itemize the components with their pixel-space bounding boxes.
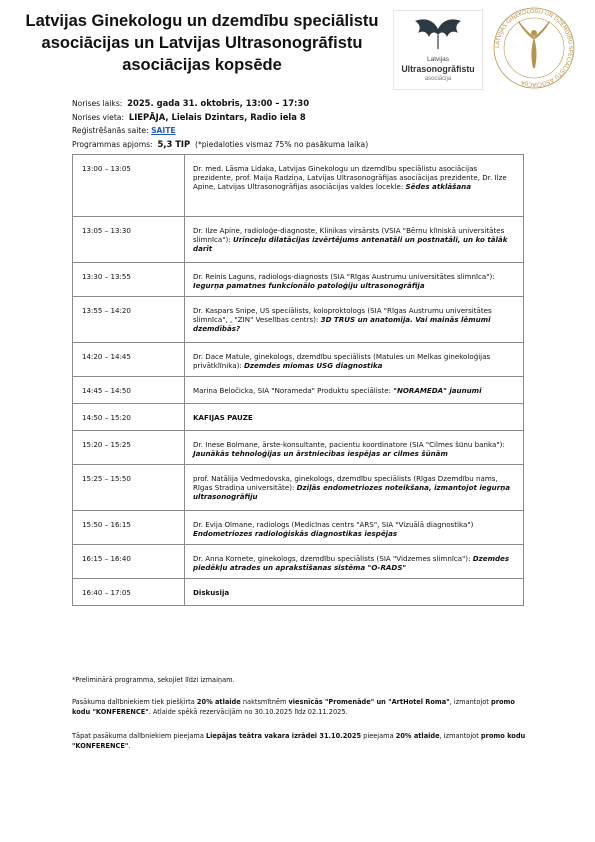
venue-value: LIEPĀJA, Lielais Dzintars, Radio iela 8 bbox=[128, 112, 306, 122]
session-details bbox=[185, 343, 524, 377]
session-time: 15:50 – 16:15 bbox=[73, 511, 185, 545]
volume-label: Programmas apjoms: bbox=[72, 140, 153, 149]
session-time: 14:20 – 14:45 bbox=[73, 343, 185, 377]
registration-link[interactable]: SAITE bbox=[151, 126, 176, 135]
volume-value: 5,3 TIP bbox=[157, 139, 191, 149]
session-title: Jaunākās tehnoloģijas un ārstniecības iespējas ar cilmes šūnām bbox=[193, 449, 448, 458]
session-speaker: Dr. Inese Bolmane, ārste-konsultante, pacientu koordinatore (SIA "Cilmes šūnu banka"): bbox=[193, 440, 505, 449]
session-title: Dzemdes piedēkļu atrades un aprakstīšanas sistēma "O-RADS" bbox=[193, 554, 510, 572]
session-time: 15:20 – 15:25 bbox=[73, 431, 185, 465]
volume-note: (*piedaloties vismaz 75% no pasākuma laika) bbox=[195, 140, 369, 149]
session-speaker: Dr. Anna Kornete, ginekologs, dzemdību speciālists (SIA "Vidzemes slimnīca"): bbox=[193, 554, 471, 563]
program-row bbox=[73, 431, 524, 465]
program-table bbox=[72, 154, 524, 606]
program-row bbox=[73, 545, 524, 579]
logo-small-text: Latvijas bbox=[426, 56, 450, 63]
session-title: Endometriozes radioloģiskās diagnostikas iespējas bbox=[193, 529, 398, 538]
session-title: "NORAMEDA" jaunumi bbox=[393, 386, 482, 395]
session-title: Dzemdes miomas USG diagnostika bbox=[244, 361, 383, 370]
preliminary-note: *Preliminārā programma, sekojiet līdzi izmaiņam. bbox=[72, 676, 235, 684]
program-row bbox=[73, 343, 524, 377]
date-label: Norises laiks: bbox=[72, 99, 123, 108]
date-row bbox=[72, 98, 309, 109]
session-speaker: Marina Beločicka, SIA "Norameda" Produktu speciāliste: bbox=[193, 386, 391, 395]
session-time: 13:55 – 14:20 bbox=[73, 297, 185, 343]
session-speaker: Dr. Dace Matule, ginekologs, dzemdību speciālists (Matules un Melkas ginekoloģijas privātklīnika): bbox=[193, 352, 491, 370]
title-line: Latvijas Ginekologu un dzemdību speciālistu bbox=[25, 12, 379, 30]
session-speaker: Dr. Ilze Apine, radioloģe-diagnoste, Klinikas virsārsts (VSIA "Bērnu klīniskā universitātes slimnīca"): bbox=[193, 226, 505, 244]
session-title: Diskusija bbox=[193, 588, 230, 597]
session-details bbox=[185, 155, 524, 217]
session-details bbox=[185, 377, 524, 404]
program-row bbox=[73, 155, 524, 217]
session-speaker: Dr. Kaspars Snipe, US speciālists, koloproktologs (SIA "Rīgas Austrumu universitātes slimnīca", , "ZIN" Veselības centrs): bbox=[193, 306, 492, 324]
logo-sub-text: asociācija bbox=[424, 76, 452, 82]
program-row bbox=[73, 297, 524, 343]
session-time: 15:25 – 15:50 bbox=[73, 465, 185, 511]
session-speaker: Dr. Reinis Laguns, radiologs-diagnosts (SIA "Rīgas Austrumu universitātes slimnīca"): bbox=[193, 272, 495, 281]
program-row bbox=[73, 579, 524, 606]
session-time: 13:00 – 13:05 bbox=[73, 155, 185, 217]
session-title: Urīnceļu dilatācijas izvērtējums antenatāli un postnatāli, un ko tālāk darīt bbox=[193, 235, 508, 253]
program-row bbox=[73, 377, 524, 404]
session-details bbox=[185, 431, 524, 465]
session-details bbox=[185, 545, 524, 579]
session-details bbox=[185, 511, 524, 545]
page-title bbox=[22, 10, 382, 76]
program-row bbox=[73, 511, 524, 545]
session-details bbox=[185, 404, 524, 431]
session-time: 16:15 – 16:40 bbox=[73, 545, 185, 579]
session-speaker: prof. Natālija Vedmedovska, ginekologs, dzemdību speciālists (Rīgas Dzemdību nams, Rīgas Stradiņa universitāte): bbox=[193, 474, 498, 492]
session-speaker: Dr. med. Lāsma Lidaka, Latvijas Ginekologu un dzemdību speciālistu asociācijas prezidente, prof. Maija Radziņa, Latvijas Ultrasonogrāfijas asociācijas prezidente, Dr. Ilze Apine, Latvijas Ultrasonogrāfijas asociācijas valdes locekle: bbox=[193, 164, 507, 191]
program-row bbox=[73, 404, 524, 431]
venue-row bbox=[72, 112, 306, 123]
ultrasonography-association-logo bbox=[393, 10, 483, 90]
session-title: Dziļās endometriozes noteikšana, izmantojot iegurņa ultrasonogrāfiju bbox=[193, 483, 511, 501]
session-details bbox=[185, 263, 524, 297]
program-row bbox=[73, 465, 524, 511]
session-time: 13:30 – 13:55 bbox=[73, 263, 185, 297]
registration-row bbox=[72, 126, 176, 136]
bat-icon bbox=[412, 15, 464, 55]
hotel-discount-paragraph: Pasākuma dalībniekiem tiek piešķirta 20% atlaide naktsmītnēm viesnīcās "Promenāde" un "ArtHotel Roma", izmantojot promo kodu "KONFERENCE". Atlaide spēkā rezervācijām no 30.10.2025 līdz 02.11.2025. bbox=[72, 698, 515, 716]
session-title: 3D TRUS un anatomija. Vai mainās lēmumi dzemdībās? bbox=[193, 315, 491, 333]
session-details bbox=[185, 465, 524, 511]
venue-label: Norises vieta: bbox=[72, 113, 125, 122]
session-details bbox=[185, 297, 524, 343]
session-details bbox=[185, 579, 524, 606]
session-speaker: Dr. Evija Olmane, radiologs (Medicīnas centrs "ARS", SIA "Vizuālā diagnostika") bbox=[193, 520, 474, 529]
title-line: asociācijas un Latvijas Ultrasonogrāfistu bbox=[41, 34, 363, 52]
logo-ring-text: LATVIJAS GINEKOLOGU UN DZEMDĪBU SPECIĀLISTU ASOCIĀCIJA bbox=[494, 8, 574, 88]
session-time: 16:40 – 17:05 bbox=[73, 579, 185, 606]
session-title: Iegurņa pamatnes funkcionālo patoloģiju ultrasonogrāfija bbox=[193, 281, 425, 290]
theatre-discount-paragraph: Tāpat pasākuma dalībniekiem pieejama Liepājas teātra vakara izrādei 31.10.2025 pieejama 20% atlaide, izmantojot promo kodu "KONFERENCE". bbox=[72, 732, 526, 750]
date-value: 2025. gada 31. oktobris, 13:00 – 17:30 bbox=[127, 98, 310, 108]
volume-row bbox=[72, 139, 368, 150]
registration-label: Reģistrēšanās saite: bbox=[72, 126, 149, 135]
figure-icon bbox=[518, 21, 550, 68]
session-details bbox=[185, 217, 524, 263]
gynecologists-association-logo bbox=[488, 6, 580, 90]
session-time: 14:50 – 15:20 bbox=[73, 404, 185, 431]
session-time: 14:45 – 14:50 bbox=[73, 377, 185, 404]
session-time: 13:05 – 13:30 bbox=[73, 217, 185, 263]
session-title: KAFIJAS PAUZE bbox=[193, 413, 253, 422]
program-row bbox=[73, 263, 524, 297]
session-title: Sēdes atklāšana bbox=[405, 182, 472, 191]
program-row bbox=[73, 217, 524, 263]
title-line: asociācijas kopsēde bbox=[122, 56, 282, 74]
logo-big-text: Ultrasonogrāfistu bbox=[401, 64, 475, 74]
